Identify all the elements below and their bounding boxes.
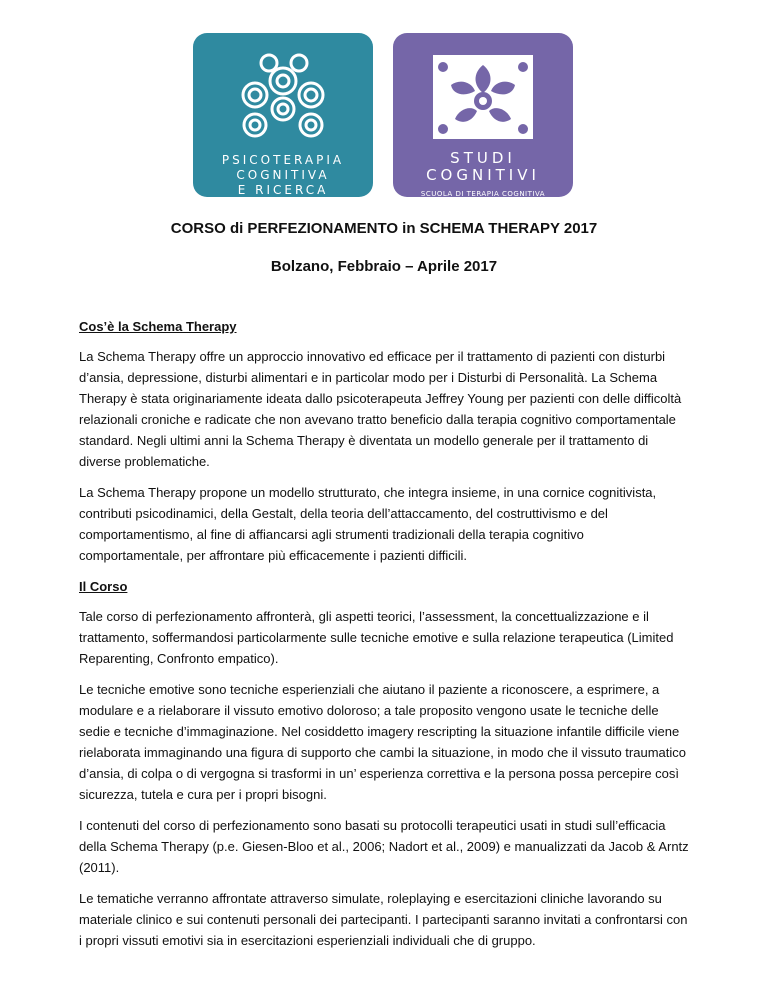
logo-right-text: STUDI COGNITIVI bbox=[426, 149, 540, 184]
section-heading: Cos’è la Schema Therapy bbox=[79, 319, 237, 334]
paragraph: Le tematiche verranno affrontate attraverso simulate, roleplaying e esercitazioni cliniche lavorando su materiale clinico e sui contenuti personali dei partecipanti. I partecipanti saranno invitati a confrontarsi con i propri vissuti emotivi sia in esercitazioni esperienziali individuali che di gruppo. bbox=[79, 891, 688, 948]
document-subtitle: Bolzano, Febbraio – Aprile 2017 bbox=[270, 258, 498, 275]
document-title: CORSO di PERFEZIONAMENTO in SCHEMA THERAPY 2017 bbox=[170, 220, 598, 237]
paragraph: La Schema Therapy offre un approccio innovativo ed efficace per il trattamento di pazienti con disturbi d’ansia, depressione, disturbi alimentari e in particolar modo per i Disturbi di Personalità. La Schema Therapy è stata originariamente ideata dallo psicoterapeuta Jeffrey Young per pazienti con delle difficoltà relazionali croniche e radicate che non avevano tratto beneficio dalla terapia cognitivo comportamentale standard. Negli ultimi anni la Schema Therapy è diventata un modello generale per il trattamento di diverse problematiche. bbox=[79, 349, 682, 469]
document-body bbox=[79, 316, 691, 961]
section-heading: Il Corso bbox=[79, 579, 128, 594]
logo-left-text: PSICOTERAPIA COGNITIVA E RICERCA bbox=[221, 153, 345, 197]
paragraph: I contenuti del corso di perfezionamento sono basati su protocolli terapeutici usati in studi sull’efficacia della Schema Therapy (p.e. Giesen-Bloo et al., 2006; Nadort et al., 2009) e manualizzati da Jacob & Arntz (2011). bbox=[79, 818, 689, 875]
studi-cognitivi-logo bbox=[393, 33, 573, 197]
paragraph: La Schema Therapy propone un modello strutturato, che integra insieme, in una cornice cognitivista, contributi psicodinamici, della Gestalt, della teoria dell’attaccamento, del costruttivismo e del comportamentismo, al fine di affiancarsi agli strumenti tradizionali della terapia cognitivo comportamentale, per affrontare più efficacemente i pazienti difficili. bbox=[79, 485, 657, 563]
paragraph: Le tecniche emotive sono tecniche esperienziali che aiutano il paziente a riconoscere, a esprimere, a modulare e a rielaborare il vissuto emotivo doloroso; a tale proposito vengono usate le tecniche delle sedie e tecniche d’immaginazione. Nel cosiddetto imagery rescripting la situazione infantile difficile viene rielaborata immaginando una figura di supporto che cambi la situazione, in modo che il vissuto traumatico d’ansia, di colpa o di vergogna si trasformi in un’ esperienza correttiva e la persona possa percepire così sicurezza, tutela e cura per i propri bisogni. bbox=[79, 682, 686, 802]
psicoterapia-logo bbox=[193, 33, 373, 197]
logo-right-tagline: SCUOLA DI TERAPIA COGNITIVA bbox=[420, 190, 546, 198]
paragraph: Tale corso di perfezionamento affronterà, gli aspetti teorici, l’assessment, la concettualizzazione e il trattamento, soffermandosi particolarmente sulle tecniche emotive e sulla relazione terapeutica (Limited Reparenting, Confronto empatico). bbox=[79, 609, 674, 666]
